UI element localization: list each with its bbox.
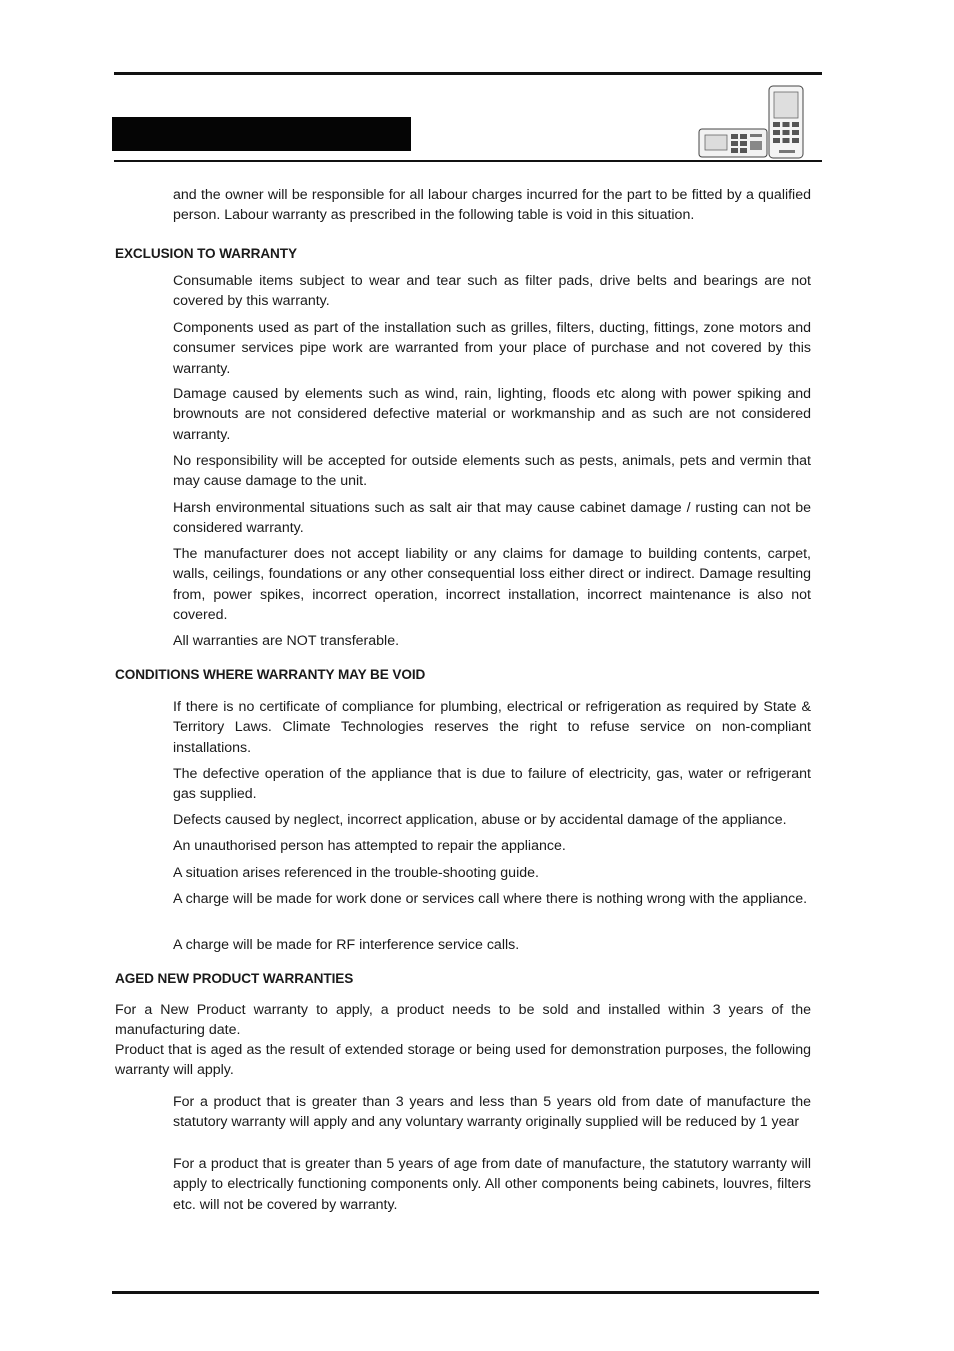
exclusion-item: Damage caused by elements such as wind, rain, lighting, floods etc along with power spiking and brownouts are not considered defective material or workmanship and as such are not considered warranty. bbox=[173, 386, 811, 443]
exclusion-item: No responsibility will be accepted for outside elements such as pests, animals, pets and vermin that may cause damage to the unit. bbox=[173, 453, 811, 490]
footer-rule bbox=[112, 1291, 819, 1294]
header-top-rule bbox=[114, 72, 822, 75]
exclusion-item: Consumable items subject to wear and tear such as filter pads, drive belts and bearings are not covered by this warranty. bbox=[173, 273, 811, 310]
void-item: A situation arises referenced in the trouble-shooting guide. bbox=[173, 865, 539, 881]
exclusion-item: Components used as part of the installation such as grilles, filters, ducting, fittings, zone motors and consumer services pipe work are warranted from your place of purchase and not covered by this warranty. bbox=[173, 320, 811, 377]
aged-intro-2: Product that is aged as the result of extended storage or being used for demonstration purposes, the following warranty will apply. bbox=[115, 1042, 811, 1079]
exclusion-item: The manufacturer does not accept liability or any claims for damage to building contents, carpet, walls, ceilings, foundations or any other consequential loss either direct or indirect. Damage resulting from, power spikes, incorrect operation, incorrect installation, incorrect maintenance is also not covered. bbox=[173, 546, 811, 623]
void-item: A charge will be made for RF interference service calls. bbox=[173, 937, 520, 953]
void-heading: CONDITIONS WHERE WARRANTY MAY BE VOID bbox=[115, 667, 426, 682]
void-item: A charge will be made for work done or services call where there is nothing wrong with the appliance. bbox=[173, 891, 808, 907]
exclusion-item: All warranties are NOT transferable. bbox=[173, 633, 400, 649]
void-item: The defective operation of the appliance that is due to failure of electricity, gas, water or refrigerant gas supplied. bbox=[173, 766, 811, 803]
intro-paragraph: and the owner will be responsible for all labour charges incurred for the part to be fitted by a qualified person. Labour warranty as prescribed in the following table is void in this situation. bbox=[173, 187, 811, 224]
void-item: An unauthorised person has attempted to repair the appliance. bbox=[173, 838, 566, 854]
header-title-bar bbox=[112, 117, 411, 151]
exclusion-item: Harsh environmental situations such as salt air that may cause cabinet damage / rusting can not be considered warranty. bbox=[173, 500, 811, 537]
aged-item: For a product that is greater than 3 years and less than 5 years old from date of manufacture the statutory warranty will apply and any voluntary warranty originally supplied will be reduced by 1 year bbox=[173, 1094, 811, 1131]
exclusion-heading: EXCLUSION TO WARRANTY bbox=[115, 246, 297, 261]
void-item: If there is no certificate of compliance for plumbing, electrical or refrigeration as required by State & Territory Laws. Climate Technologies reserves the right to refuse service on non-compliant installations. bbox=[173, 699, 811, 756]
header-bottom-rule bbox=[114, 160, 822, 162]
controller-devices bbox=[697, 84, 809, 160]
handheld-remote-icon bbox=[769, 86, 803, 158]
void-item: Defects caused by neglect, incorrect application, abuse or by accidental damage of the appliance. bbox=[173, 812, 787, 828]
aged-item: For a product that is greater than 5 years of age from date of manufacture, the statutory warranty will apply to electrically functioning components only. All other components being cabinets, louvres, filters etc. will not be covered by warranty. bbox=[173, 1156, 811, 1213]
aged-heading: AGED NEW PRODUCT WARRANTIES bbox=[115, 971, 354, 986]
aged-intro-1: For a New Product warranty to apply, a product needs to be sold and installed within 3 years of the manufacturing date. bbox=[115, 1002, 811, 1039]
wall-controller-icon bbox=[699, 129, 767, 157]
